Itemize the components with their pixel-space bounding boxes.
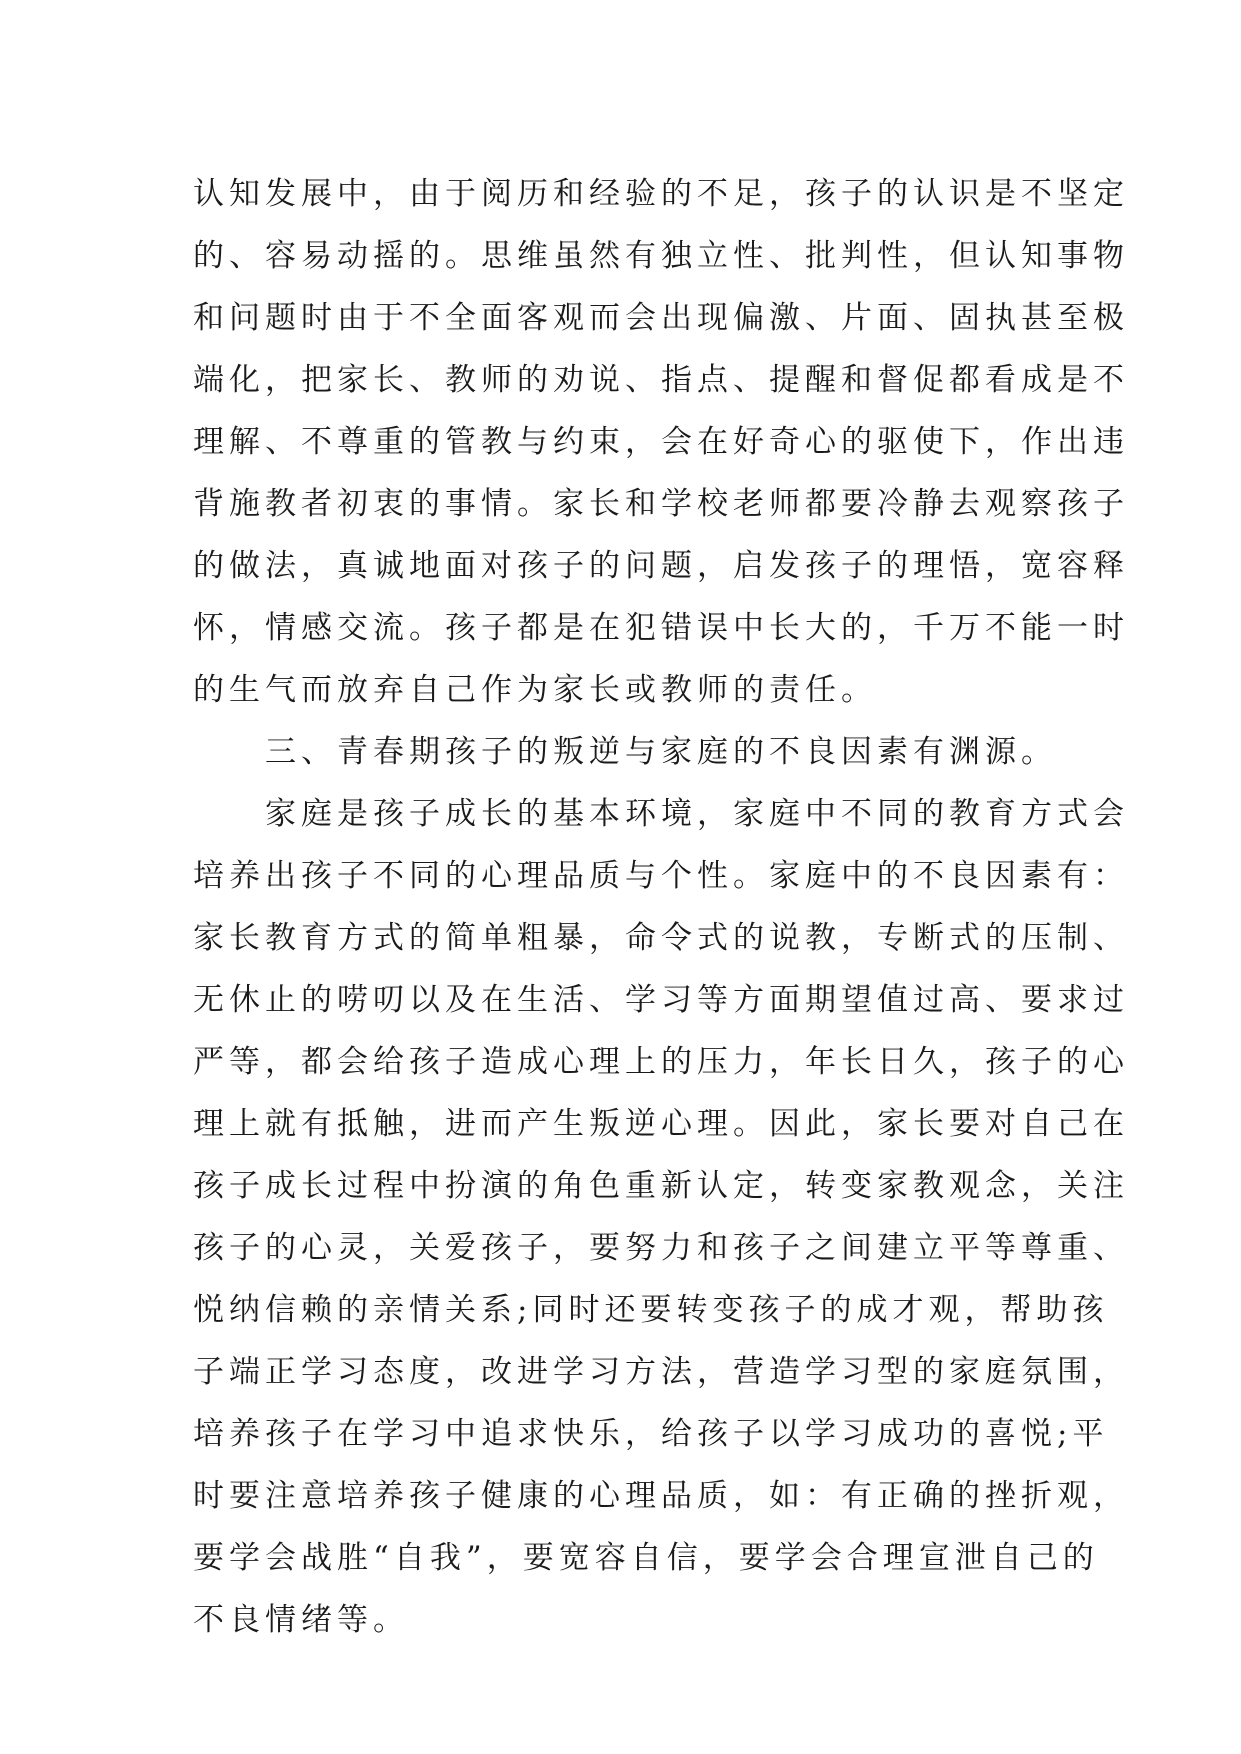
- text-line: 认知发展中，由于阅历和经验的不足，孩子的认识是不坚定: [193, 176, 1129, 212]
- section-heading: 三、青春期孩子的叛逆与家庭的不良因素有渊源。: [265, 734, 1057, 770]
- text-line: 不良情绪等。: [193, 1602, 409, 1638]
- text-line: 孩子成长过程中扮演的角色重新认定，转变家教观念，关注: [193, 1168, 1129, 1204]
- text-line: 悦纳信赖的亲情关系;同时还要转变孩子的成才观，帮助孩: [193, 1292, 1109, 1328]
- text-line: 无休止的唠叨以及在生活、学习等方面期望值过高、要求过: [193, 982, 1129, 1018]
- text-line: 严等，都会给孩子造成心理上的压力，年长日久，孩子的心: [193, 1044, 1129, 1080]
- text-line: 孩子的心灵，关爱孩子，要努力和孩子之间建立平等尊重、: [193, 1230, 1129, 1266]
- text-line: 背施教者初衷的事情。家长和学校老师都要冷静去观察孩子: [193, 486, 1129, 522]
- paragraph-start-line: 家庭是孩子成长的基本环境，家庭中不同的教育方式会: [265, 796, 1129, 832]
- text-line: 怀，情感交流。孩子都是在犯错误中长大的，千万不能一时: [193, 610, 1129, 646]
- text-line: 培养孩子在学习中追求快乐，给孩子以学习成功的喜悦;平: [193, 1416, 1109, 1452]
- text-line: 理上就有抵触，进而产生叛逆心理。因此，家长要对自己在: [193, 1106, 1129, 1142]
- text-line: 的、容易动摇的。思维虽然有独立性、批判性，但认知事物: [193, 238, 1129, 274]
- text-line: 的做法，真诚地面对孩子的问题，启发孩子的理悟，宽容释: [193, 548, 1129, 584]
- text-line: 培养出孩子不同的心理品质与个性。家庭中的不良因素有：: [193, 858, 1129, 894]
- text-line: 家长教育方式的简单粗暴，命令式的说教，专断式的压制、: [193, 920, 1129, 956]
- document-body: [193, 163, 1129, 1651]
- text-line: 的生气而放弃自己作为家长或教师的责任。: [193, 672, 877, 708]
- text-line: 要学会战胜“自我”，要宽容自信，要学会合理宣泄自己的: [193, 1540, 1099, 1576]
- text-line: 理解、不尊重的管教与约束，会在好奇心的驱使下，作出违: [193, 424, 1129, 460]
- text-line: 端化，把家长、教师的劝说、指点、提醒和督促都看成是不: [193, 362, 1129, 398]
- text-line: 时要注意培养孩子健康的心理品质，如：有正确的挫折观，: [193, 1478, 1129, 1514]
- text-line: 子端正学习态度，改进学习方法，营造学习型的家庭氛围，: [193, 1354, 1129, 1390]
- text-line: 和问题时由于不全面客观而会出现偏激、片面、固执甚至极: [193, 300, 1129, 336]
